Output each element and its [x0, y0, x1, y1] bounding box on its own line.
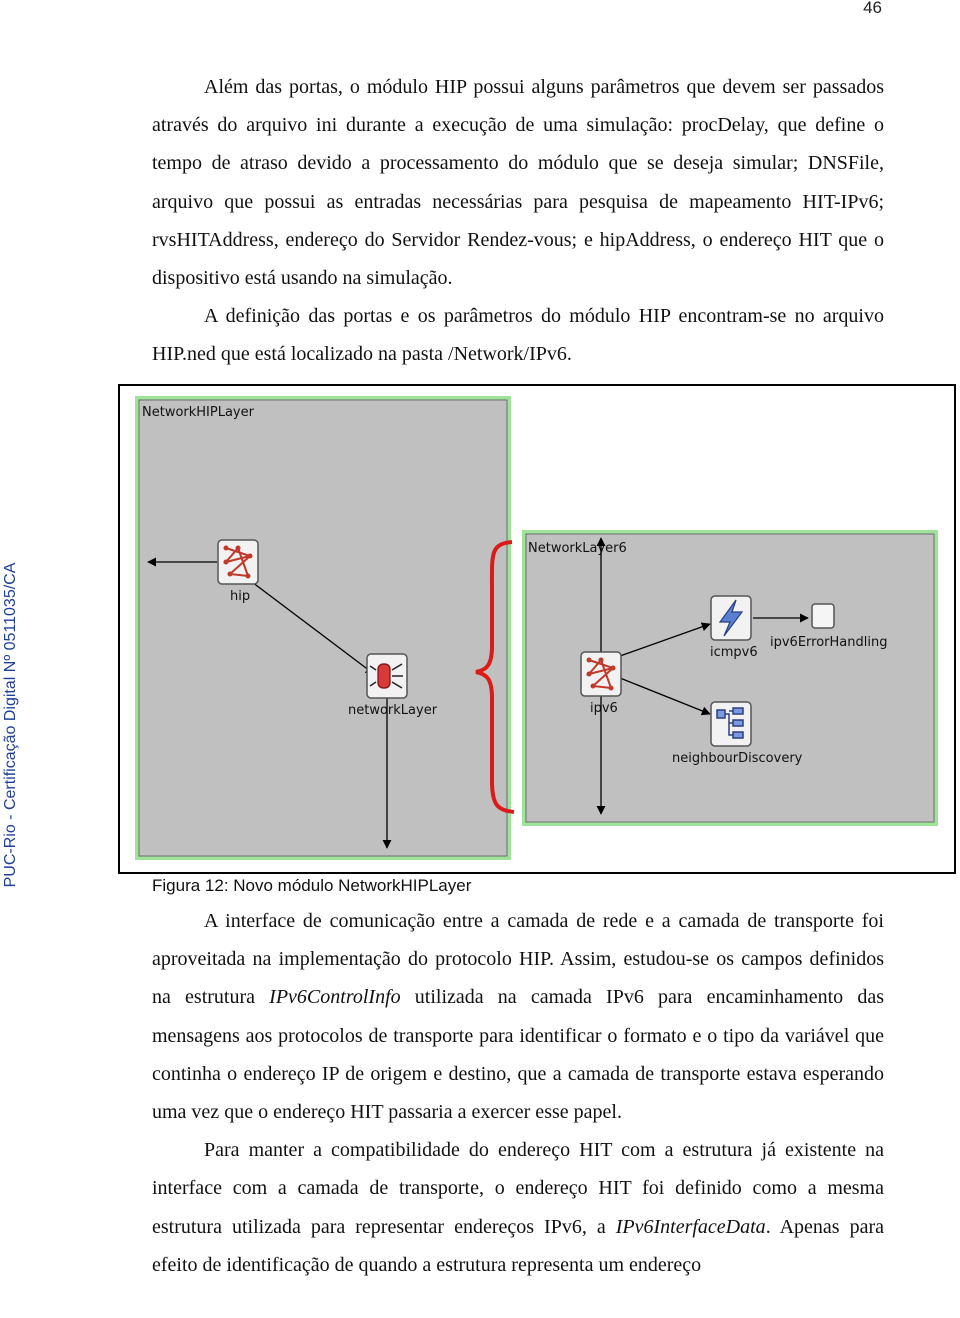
page-number: 46	[863, 0, 882, 17]
ipv6-label: ipv6	[590, 701, 618, 716]
module-diagram	[120, 386, 954, 872]
outer-module-title: NetworkHIPLayer	[142, 405, 254, 420]
body-text-top	[152, 68, 884, 374]
outer-module-box	[137, 398, 509, 858]
body-text-bottom	[152, 902, 884, 1284]
figure-caption: Figura 12: Novo módulo NetworkHIPLayer	[152, 876, 472, 895]
icmpv6-submodule[interactable]	[710, 596, 758, 660]
networkLayer-label: networkLayer	[348, 703, 438, 718]
square-icon	[812, 604, 834, 628]
paragraph: A definição das portas e os parâmetros do módulo HIP encontram-se no arquivo HIP.ned que está localizado na pasta /Network/IPv6.	[152, 305, 884, 366]
paragraph: A interface de comunicação entre a camada de rede e a camada de transporte foi aproveitada na implementação do protocolo HIP. Assim, estudou-se os campos definidos na estrutura IPv6ControlInfo utilizada na camada IPv6 para encaminhamento das mensagens aos protocolos de transporte para identificar o formato e o tipo da variável que continha o endereço IP de origem e destino, que a camada de transporte estava esperando uma vez que o endereço HIT passaria a exercer esse papel.	[152, 910, 884, 1124]
paragraph: Além das portas, o módulo HIP possui alguns parâmetros que devem ser passados através do arquivo ini durante a execução de uma simulação: procDelay, que define o tempo de atraso devido a processamento do módulo que se deseja simular; DNSFile, arquivo que possui as entradas necessárias para pesquisa de mapeamento HIT-IPv6; rvsHITAddress, endereço do Servidor Rendez-vous; e hipAddress, o endereço HIT que o dispositivo está usando na simulação.	[152, 76, 884, 290]
inner-module-title: NetworkLayer6	[528, 541, 627, 556]
paragraph: Para manter a compatibilidade do endereço HIT com a estrutura já existente na interface com a camada de transporte, o endereço HIT foi definido como a mesma estrutura utilizada para representar endereços IPv6, a IPv6InterfaceData. Apenas para efeito de identificação de quando a estrutura representa um endereço	[152, 1139, 884, 1276]
watermark-text: PUC-Rio - Certificação Digital Nº 0511035/CA	[2, 562, 19, 888]
ipv6ErrorHandling-label: ipv6ErrorHandling	[770, 635, 888, 650]
icmpv6-label: icmpv6	[710, 645, 758, 660]
figure-network-hip-layer	[118, 384, 956, 874]
neighbourDiscovery-label: neighbourDiscovery	[672, 751, 803, 766]
certification-watermark	[0, 545, 22, 905]
hip-label: hip	[230, 589, 251, 604]
